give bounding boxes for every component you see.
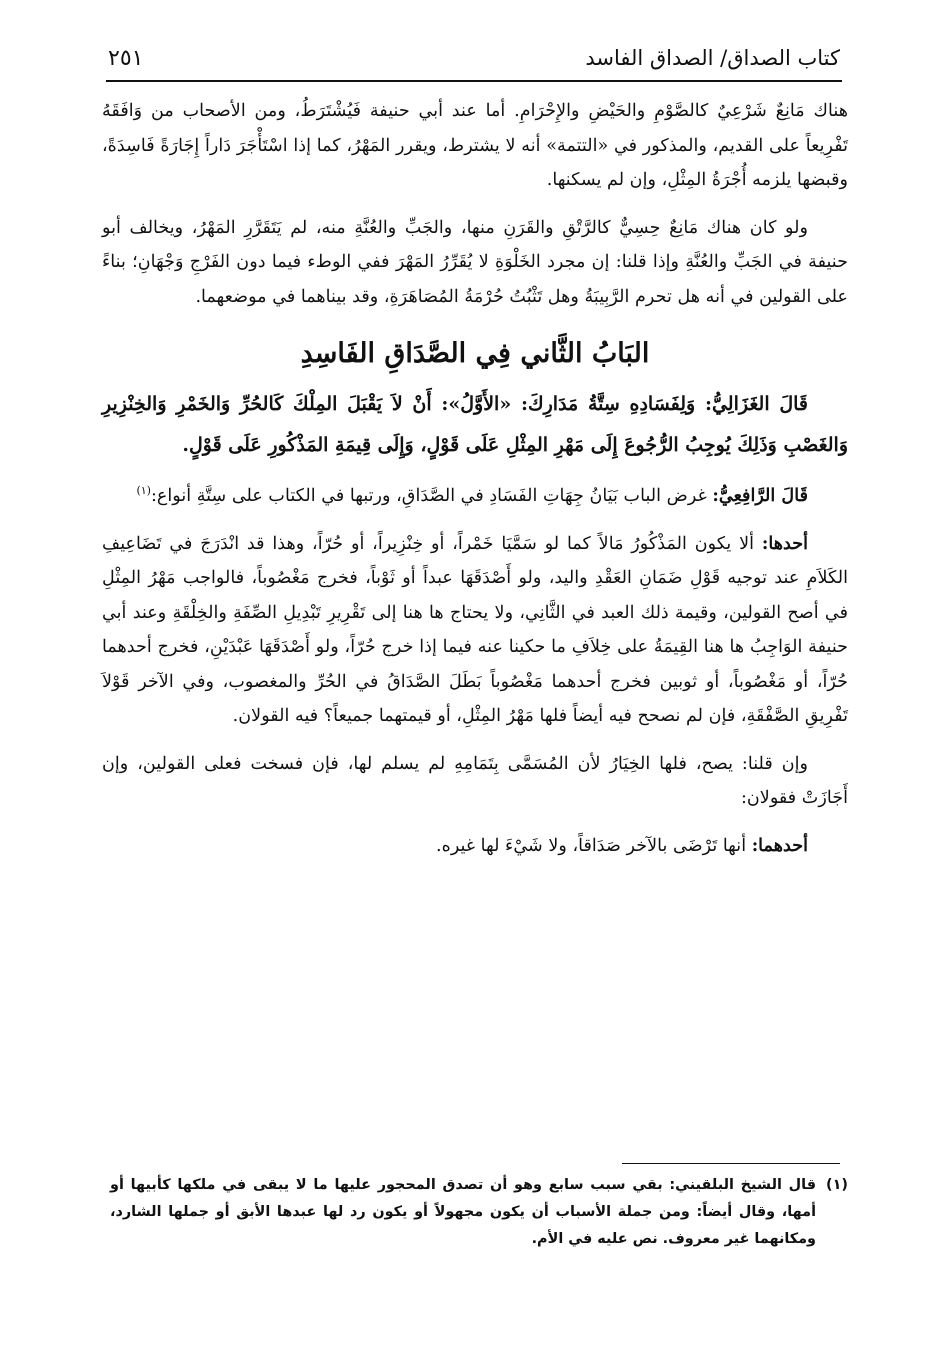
footnote-item [110,1172,848,1253]
footnotes [110,1172,848,1253]
paragraph-physical-impediment: ولو كان هناك مَانِعٌ حِسِيٌّ كالرَّتْقِ والقَرَنِ منها، والجَبِّ والعُنَّةِ منه، لم يَتَقَرَّرِ المَهْرُ، ويخالف أبو حنيفة في الجَبِّ والعُنَّةِ وإذا قلنا: إن مجرد الخَلْوَةِ لا يُقَرِّرُ المَهْرَ ففي الوطء فيما دون الفَرْجِ وَجْهَانِ؛ بناءً على القولين في أنه هل تحرم الرَّبِيبَةُ وهل تَثْبُتُ حُرْمَةُ المُصَاهَرَةِ، وقد بيناهما في موضعهما. [102,217,848,307]
footnote-reference[interactable]: (١) [136,484,151,498]
footnote-rule [622,1163,840,1164]
page-number: ٢٥١ [108,45,144,71]
choice-paragraph: وإن قلنا: يصح، فلها الخِيَارُ لأن المُسَمَّى بِتَمَامِهِ لم يسلم لها، فإن فسخت فعلى القولين، وإن أَجَازَتْ فقولان: [102,753,848,808]
footnote-text: قال الشيخ البلقيني: بقي سبب سابع وهو أن تصدق المحجور عليها ما لا يبقى في ملكها كأبيها أو أمها، وقال أيضاً: ومن جملة الأسباب أن يكون مجهولاً أو يكون رد لها عبدها الأبق أو جملها الشارد، ومكانهما غير معروف. نص عليه في الأم. [110,1177,816,1247]
first-opinion-paragraph [102,829,848,864]
rafii-text: غرض الباب بَيَانُ جِهَاتِ الفَسَادِ في الصَّدَاقِ، ورتبها في الكتاب على سِتَّةِ أنواع: [150,486,707,506]
running-title: كتاب الصداق/ الصداق الفاسد [585,46,840,70]
chapter-title: البَابُ الثَّاني فِي الصَّدَاقِ الفَاسِدِ [300,338,650,369]
first-opinion-label: أحدهما: [751,834,808,856]
rafii-label: قَالَ الرَّافِعِيُّ: [712,485,808,506]
rafii-paragraph [102,479,848,514]
first-type-text: ألا يكون المَذْكُورُ مَالاً كما لو سَمَّيَا خَمْراً، أو خِنْزِيراً، أو حُرّاً، وهذا قد انْدَرَجَ في تَضَاعِيفِ الكَلاَمِ عند توجيه قَوْلِ ضَمَانِ العَقْدِ واليد، ولو أَصْدَقَهَا عبداً أو ثَوْباً، فخرج مَغْصُوباً، فالواجب مَهْرُ المِثْلِ في أصح القولين، وقيمة ذلك العبد في الثَّانِي، ولا يحتاج ها هنا إلى تَقْرِيرِ تَبْدِيلِ الصِّفَةِ والخِلْقَةِ وعند أبي حنيفة الوَاجِبُ ها هنا القِيمَةُ على خِلاَفِ ما حكينا عنه فيما إذا خرج حُرّاً، ولو أَصْدَقَهَا عَبْدَيْنِ، فخرج أحدهما حُرّاً، أو مَغْصُوباً، أو ثوبين فخرج أحدهما مَغْصُوباً بَطَلَ الصَّدَاقُ في الحُرِّ والمغصوب، وفي الآخر قَوْلاَ تَفْرِيقِ الصَّفْقَةِ، فإن لم نصحح فيه أيضاً فلها مَهْرُ المِثْلِ، أو قيمتهما جميعاً؟ فيه القولان. [102,533,848,726]
header-rule [106,80,842,82]
main-text [102,94,848,876]
first-type-label: أحدها: [761,532,809,554]
paragraph-continuation: هناك مَانِعٌ شَرْعِيٌ كالصَّوْمِ والحَيْضِ والإِحْرَامِ. أما عند أبي حنيفة فَيُشْتَرَطُ، ومن الأصحاب من وَافَقَهُ تَفْرِيعاً على القديم، والمذكور في «التتمة» أنه لا يشترط، ويقرر المَهْرُ، كما إذا اسْتَأْجَرَ دَاراً إِجَارَةً فَاسِدَةً، وقبضها يلزمه أُجْرَةُ المِثْلِ، وإن لم يسكنها. [102,101,848,190]
page-header [108,38,840,78]
footnote-number: (١) [826,1177,848,1193]
first-type-paragraph [102,527,848,734]
ghazali-text: قَالَ الغَزَالِيُّ: وَلِفَسَادِهِ سِتَّةُ مَدَارِكَ: «الأَوَّلُ»: أَنْ لاَ يَقْبَلَ المِلْكَ كَالحُرِّ وَالخَمْرِ وَالخِنْزِيرِ وَالغَصْبِ وَذَلِكَ يُوجِبُ الرُّجُوعَ إِلَى مَهْرِ المِثْلِ عَلَى قَوْلٍ، وَإِلَى قِيمَةِ المَذْكُورِ عَلَى قَوْلٍ. [102,393,848,456]
first-opinion-text: أنها تَرْضَى بالآخر صَدَاقاً، ولا شَيْءَ لها غيره. [436,835,747,856]
